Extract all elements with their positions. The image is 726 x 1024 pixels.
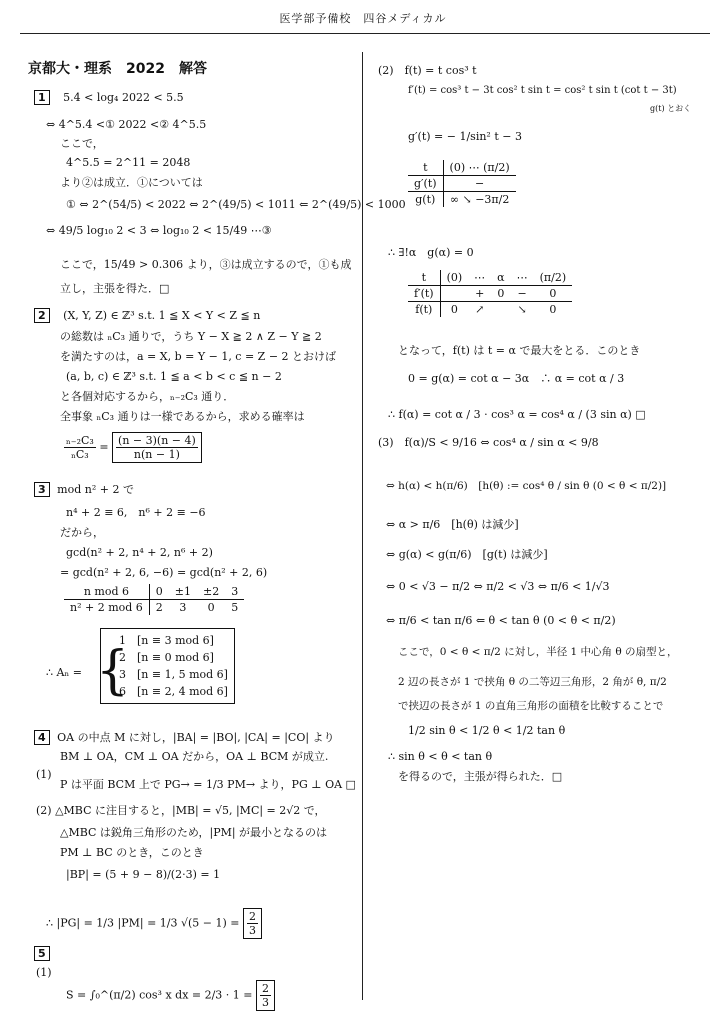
line: (2) f(t) = t cos³ t [378,64,477,77]
line: |BP| = (5 + 9 − 8)/(2·3) = 1 [66,868,221,881]
answer-box: $\frac{(n - 3)(n - 4)}{n(n - 1)}$ [112,432,202,463]
line: (1) [36,966,52,979]
line: と各個対応するから，ₙ₋₂C₃ 通り． [60,390,235,403]
line: 立し，主張を得た．□ [60,282,170,295]
line: ∴ sin θ < θ < tan θ [388,750,493,763]
line: を満たすのは，a = X, b = Y − 1, c = Z − 2 とおけば [60,350,337,363]
line: (2) △MBC に注目すると，|MB| = √5, |MC| = 2√2 で， [36,804,326,817]
line: BM ⊥ OA，CM ⊥ OA だから，OA ⊥ BCM が成立. [60,750,329,763]
problem-2 [34,308,260,323]
line: PM ⊥ BC のとき，このとき [60,846,204,859]
line: ⇔ g(α) < g(π/6) [g(t) は減少] [386,548,548,561]
line: ここで，0 < θ < π/2 に対し，半径 1 中心角 θ の扇型と， [398,646,678,658]
annotation: g(t) とおく [650,104,692,113]
line: 1/2 sin θ < 1/2 θ < 1/2 tan θ [408,724,566,737]
problem-3 [34,482,134,497]
line: 全事象 ₙC₃ 通りは一様であるから，求める確率は [60,410,305,423]
cases-box: 1 [n ≡ 3 mod 6] 2 [n ≡ 0 mod 6] 3 [n ≡ 1, 5 mod 6] 6 [n ≡ 2, 4 mod 6] [100,628,235,704]
line: △MBC は鋭角三角形のため，|PM| が最小となるのは [60,826,328,839]
line: だから， [60,526,104,539]
problem-number: 4 [34,730,50,745]
line: 2 辺の長さが 1 で挟角 θ の二等辺三角形，2 角が θ, π/2 [398,676,667,688]
line: OA の中点 M に対し，|BA| = |BO|, |CA| = |CO| より [57,731,335,744]
line: ⇔ 49/5 log₁₀ 2 < 3 ⇔ log₁₀ 2 < 15/49 ⋯③ [46,224,272,237]
problem-number: 5 [34,946,50,961]
probability-answer: $\frac{\text{ₙ₋₂C₃}}{\text{ₙC₃}}$ = $\frac{(n - 3)(n - 4)}{n(n - 1)}$ [64,432,202,463]
left-brace: { [96,641,130,701]
mod-table: n mod 6 0 ±1 ±2 3 n² + 2 mod 6 2 3 0 5 [64,584,244,615]
line: ⇔ α > π/6 [h(θ) は減少] [386,518,519,531]
page-header: 医学部予備校 四谷メディカル [279,12,447,25]
line: P は平面 BCM 上で PG→ = 1/3 PM→ より，PG ⊥ OA □ [60,778,356,791]
line: ⇔ h(α) < h(π/6) [h(θ) := cos⁴ θ / sin θ (0 < θ < π/2)] [386,480,667,492]
line: の総数は ₙC₃ 通りで，うち Y − X ≧ 2 ∧ Z − Y ≧ 2 [60,330,322,343]
page-title: 京都大・理系 2022 解答 [28,61,207,77]
line: (3) f(α)/S < 9/16 ⇔ cos⁴ α / sin α < 9/8 [378,436,599,449]
line: 0 = g(α) = cot α − 3α ∴ α = cot α / 3 [408,372,625,385]
line: = gcd(n² + 2, 6, −6) = gcd(n² + 2, 6) [60,566,268,579]
line: ⇔ 0 < √3 − π/2 ⇔ π/2 < √3 ⇔ π/6 < 1/√3 [386,580,610,593]
header-rule [20,33,710,34]
line: となって，f(t) は t = α で最大をとる．このとき [398,344,641,357]
line: ∴ ∃!α g(α) = 0 [388,246,474,259]
answer-box: $\frac{2}{3}$ [256,980,275,1011]
an-label: ∴ Aₙ = [46,666,82,679]
column-divider [362,52,363,1000]
pg-answer: ∴ |PG| = 1/3 |PM| = 1/3 √(5 − 1) = $\frac{2}{3}$ [46,908,262,939]
fraction: $\frac{\text{ₙ₋₂C₃}}{\text{ₙC₃}}$ [66,434,94,461]
line: n⁴ + 2 ≡ 6, n⁶ + 2 ≡ −6 [66,506,206,519]
line: (X, Y, Z) ∈ ℤ³ s.t. 1 ≦ X < Y < Z ≦ n [63,309,261,322]
f-table: t (0) ⋯ α ⋯ (π/2) f′(t) + 0 − 0 f(t) 0 ↗ ↘ 0 [408,270,572,317]
line: f′(t) = cos³ t − 3t cos² t sin t = cos² t sin t (cot t − 3t) [408,85,677,96]
g-table: t (0) ⋯ (π/2) g′(t) − g(t) ∞ ↘ −3π/2 [408,160,516,207]
line: で挟辺の長さが 1 の直角三角形の面積を比較することで [398,700,664,712]
problem-5 [34,946,50,961]
problem-number: 3 [34,482,50,497]
line: ① ⇔ 2^(54/5) < 2022 ⇔ 2^(49/5) < 1011 ⇐ 2^(49/5) < 1000 [66,198,406,211]
problem-number: 1 [34,90,50,105]
line: 5.4 < log₄ 2022 < 5.5 [63,91,184,104]
line: (1) [36,768,52,781]
integral-answer: S = ∫₀^(π/2) cos³ x dx = 2/3 · 1 = $\frac{2}{3}$ [66,980,275,1011]
line: g′(t) = − 1/sin² t − 3 [408,130,522,143]
line: ⇔ π/6 < tan π/6 ⇐ θ < tan θ (0 < θ < π/2) [386,614,616,627]
line: ∴ f(α) = cot α / 3 · cos³ α = cos⁴ α / (3 sin α) □ [388,408,646,421]
problem-4 [34,730,335,745]
answer-box: $\frac{2}{3}$ [243,908,262,939]
line: (a, b, c) ∈ ℤ³ s.t. 1 ≦ a < b < c ≦ n − 2 [66,370,282,383]
line: mod n² + 2 で [57,483,134,496]
line: 4^5.5 = 2^11 = 2048 [66,156,191,169]
problem-1 [34,90,184,105]
line: ここで， [60,137,104,150]
line: gcd(n² + 2, n⁴ + 2, n⁶ + 2) [66,546,213,559]
line: を得るので，主張が得られた．□ [398,770,563,783]
problem-number: 2 [34,308,50,323]
line: ここで，15/49 > 0.306 より，③は成立するので，①も成 [60,258,352,271]
line: ⇔ 4^5.4 <① 2022 <② 4^5.5 [46,118,207,131]
line: より②は成立．①については [60,176,203,189]
